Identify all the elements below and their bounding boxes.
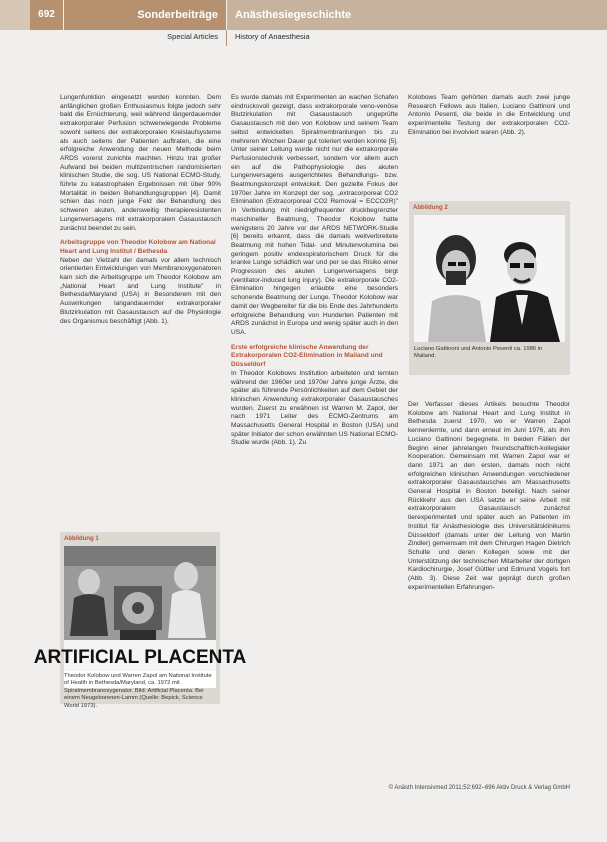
figure-2 [409, 201, 570, 375]
text-column-2 [231, 94, 398, 448]
section-heading: Arbeitsgruppe von Theodor Kolobow am National Heart and Lung Institut / Bethesda [60, 239, 216, 255]
paragraph: Lungenfunktion eingesetzt werden konnten. Dem anfänglichen großen Enthusiasmus folgte jedoch sehr bald die Ernüchterung, weil während längerdauernder extrakorporaler Perfusion schwerwiegende Probleme sowohl seitens der extrakorporalen Kreislaufsysteme als auch seitens der Patienten auftraten, die eine erfolgreiche Anwendung der neuen Methode beim ARDS vorerst zunichte machten. Hinzu trat großer Aufwand bei beiden multizentrischen randomisierten klinischen Studie, die sog. US National ECMO-Study, führte zu katastrophalen Ergebnissen mit über 90% Mortalität in beiden Behandlungsgruppen [4]. Damit schien das noch junge Feld der Behandlung des schweren akuten, andersweitig therapieresistenten Lungenversagens mit extrakorporalem Gasaustausch zunächst beendet zu sein. [60, 94, 221, 232]
figure-label: Abbildung 1 [64, 536, 99, 542]
figure-1 [33, 532, 247, 709]
text-column-1 [60, 94, 221, 326]
text-column-3-top [408, 94, 570, 138]
archive-photo [33, 546, 247, 688]
text-column-3-bottom [408, 401, 570, 592]
svg-text:ARTIFICIAL PLACENTA: ARTIFICIAL PLACENTA [33, 647, 247, 668]
topic-title: Anästhesiegeschichte [227, 0, 607, 30]
portrait-photo [414, 215, 565, 342]
figure-label: Abbildung 2 [413, 205, 448, 211]
header-divider [226, 30, 227, 46]
section-title-en: Special Articles [167, 32, 218, 41]
topic-title-en: History of Anaesthesia [235, 32, 310, 41]
page-footer: © Anästh Intensivmed 2011;52:692–696 Aktiv Druck & Verlag GmbH [388, 785, 570, 791]
paragraph: Neben der Vielzahl der damals vor allem technisch orientierten Entwicklungen von Membranoxygenatoren kam sich die Arbeitsgruppe um Theodor Kolobow am „National Heart and Lung Institute" in Bethesda/Maryland (USA) in Besonderem mit den Auswirkungen langandauernder extrakorporaler Blutzirkulation mit Gasaustausch auf die Physiologie des Organismus beschäftigt (Abb. 1). [60, 256, 221, 325]
paragraph: In Theodor Kolobows Institution arbeiteten und lernten während der 1960er und 1970er Jahre junge Ärzte, die später als führende Persönlichkeiten auf dem Gebiet der klinischen Anwendung extrakorporaler Gasaustausches wurden. Zuerst zu erwähnen ist Warren M. Zapol, der nach 1971 Leiter des ECMO-Zentrums am Massachusetts General Hospital in Boston (USA) und später Initiator der schon erwähnten US National ECMO-Studie wurde (Abb. 1). Zu [231, 369, 398, 447]
photo-illustration [33, 546, 247, 671]
header-tab-spacer [0, 0, 30, 30]
figure-caption: Theodor Kolobow und Warren Zapol am National Institute of Health in Bethesda/Maryland, ca. 1972 mit Spiralmembranoxygenator. Bild: Artificial Placenta. Bei einem Neugeborenen-Lamm (Quelle: Bepick, Science World 1973). [64, 673, 212, 709]
paragraph: Kolobows Team gehörten damals auch zwei junge Research Fellows aus Italien, Luciano Gattinoni und Antonio Pesenti, die beide in die Entwicklung und experimentelle Testung der extrakorporalen CO2-Elimination bei involviert waren (Abb. 2). [408, 94, 570, 136]
page-number: 692 [30, 0, 63, 30]
section-heading: Erste erfolgreiche klinische Anwendung der Extrakorporalen CO2-Elimination in Mailand und Düsseldorf [231, 343, 383, 369]
paragraph: Es wurde damals mit Experimenten an wachen Schafen eindrucksvoll gezeigt, dass extrakorporale veno-venöse Blutzirkulation mit Gasaustausch ungeprüfte Gasaustausch mit den von Kolobow und seinem Team selbst entwickelten Spiralmembranlungen bis zu mehreren Wochen Dauer gut toleriert werden konnte [5]. Unter seiner Leitung wurde nicht nur die extrakorporale Perfusionstechnik verbessert, sondern vor allem auch ein auf die Pathophysiologie des akuten Lungenversagens ausgerichtetes Behandlungs- bzw. Beatmungskonzept entwickelt. Den gezielte Fokus der 1970er Jahre im Konzept der sog. „extracorporeal CO2 Elimination (Extracorporeal CO2 Removal = ECCO2R)" in Verbindung mit niedrigfrequenter druckbegrenzter maschineller Beatmung, Theodor Kolobow hatte wenigstens 20 Jahre vor der ARDS NETWORK-Studie [6] bereits erkannt, dass die damals weitverbreitete Beatmung mit hohen Tidal- und Minutenvolumina bei geringem positiv endexspiratorischem Druck für die kranke Lunge schädlich war und per se das Risiko einer Progression des akuten Lungenversagens birgt (ventilator-induced lung injury). Die extrakorporale CO2-Elimination hingegen erlaubte eine besonders schonende Beatmung der Lunge. Theodor Kolobow war damit der Wegbereiter für die bis Ende des Jahrhunderts erfolgreiche Behandlung von Hunderten Patienten mit ARDS zunächst in Europa und wenig später auch in den USA. [231, 94, 398, 336]
paragraph: Der Verfasser dieses Artikels besuchte Theodor Kolobow am National Heart and Lung Institut in Bethesda zuerst 1970, wo er Warren Zapol kennenlernte, und dann erneut im Juni 1976, als ihm Luciano Gattinoni begegnete. In beiden Fällen der Beginn einer jahrelangen freundschaftlich-kollegialer Kooperation. Gemeinsam mit Warren Zapol war er dann 1971 an den ersten, damals noch nicht erfolgreichen klinischen Anwendungen verschiedener extrakorporaler Gasaustausches am Massachusetts General Hospital in Boston beteiligt. Nach seiner Rückkehr aus den USA setzte er seine Arbeit mit extrakorporalem Gasaustausch zunächst tierexperimentell und später auch an Patienten im Institut für Anästhesiologie des Universitätsklinikums Düsseldorf (damals unter der Leitung von Martin Zindler) gemeinsam mit dem Chirurgen Hagen Dietrich Schulte und deren Kollegen sowie mit der Unterstützung der technischen Mitarbeiter der dortigen Kardiochirurgie, Josef Güttler und Edmund Vogels fort (Abb. 3). Diese Zeit war geprägt durch großen experimentellen Erfahrungen- [408, 401, 570, 591]
photo-illustration [414, 215, 565, 342]
figure-caption: Luciano Gattinoni und Antonio Pesenti ca. 1986 in Mailand. [414, 346, 543, 360]
section-title: Sonderbeiträge [64, 0, 226, 30]
